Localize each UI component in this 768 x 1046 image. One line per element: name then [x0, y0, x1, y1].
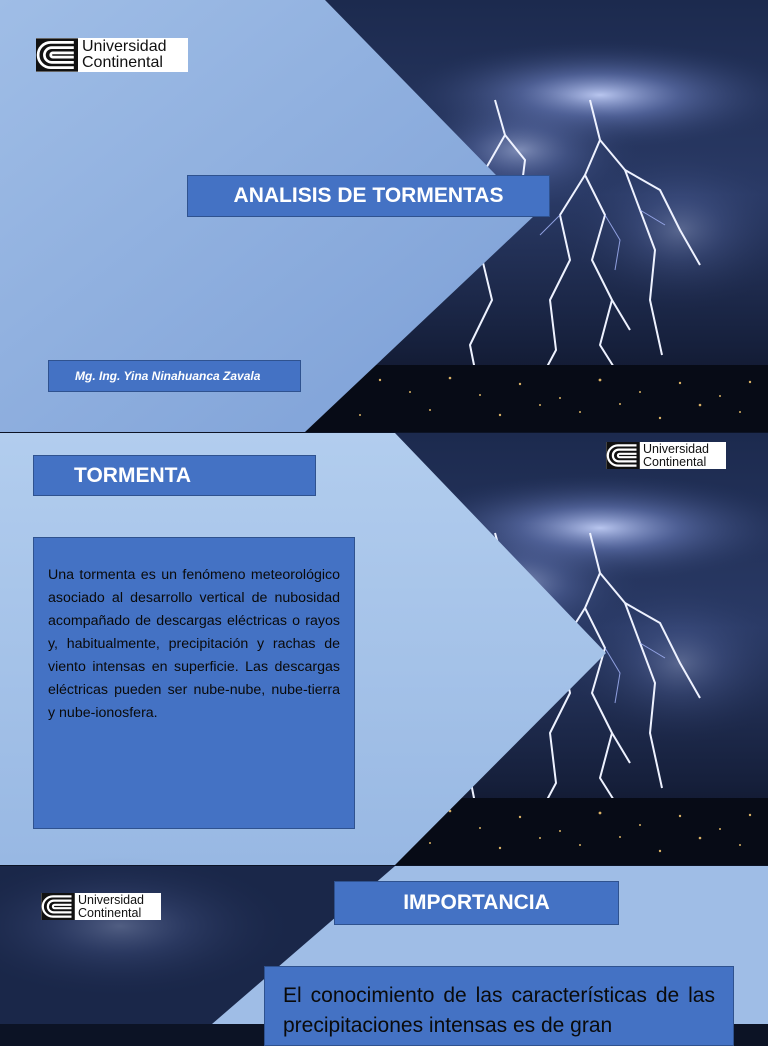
- slide3-title-text: IMPORTANCIA: [403, 891, 550, 914]
- definition-text: Una tormenta es un fenómeno meteorológico asociado al desarrollo vertical de nubosidad acompañado de descargas eléctricas o rayos y, habitualmente, precipitación y rachas de viento intensas en superficie. Las descargas eléctricas pueden ser nube-nube, nube-tierra y nube-ionosfera.: [48, 567, 340, 721]
- slide2-title-text: TORMENTA: [74, 463, 192, 487]
- university-logo: [36, 38, 188, 72]
- universidad-continental-logo-icon: [41, 893, 75, 920]
- logo-line2: Continental: [643, 454, 707, 469]
- author-box: [48, 360, 301, 392]
- importance-box: [264, 966, 734, 1046]
- university-logo: [41, 893, 161, 920]
- universidad-continental-logo-icon: [606, 442, 640, 469]
- slide3-title: [334, 881, 619, 925]
- logo-line2: Continental: [82, 54, 163, 71]
- definition-box: [33, 537, 355, 829]
- logo-line1: Universidad: [82, 38, 167, 55]
- slide1-title: [187, 175, 550, 217]
- author-name: Mg. Ing. Yina Ninahuanca Zavala: [75, 369, 261, 383]
- slide2-title: [33, 455, 316, 496]
- logo-line2: Continental: [78, 905, 142, 920]
- slide-tormenta: [0, 433, 768, 865]
- slide-title: [0, 0, 768, 432]
- importance-text: El conocimiento de las características de las precipitaciones intensas es de gran: [283, 984, 715, 1037]
- logo-line1: Universidad: [78, 893, 145, 907]
- logo-line1: Universidad: [643, 442, 710, 456]
- university-logo: [606, 442, 726, 469]
- slide1-title-text: ANALISIS DE TORMENTAS: [233, 184, 504, 207]
- slide-importancia: [0, 866, 768, 1037]
- universidad-continental-logo-icon: [36, 38, 78, 72]
